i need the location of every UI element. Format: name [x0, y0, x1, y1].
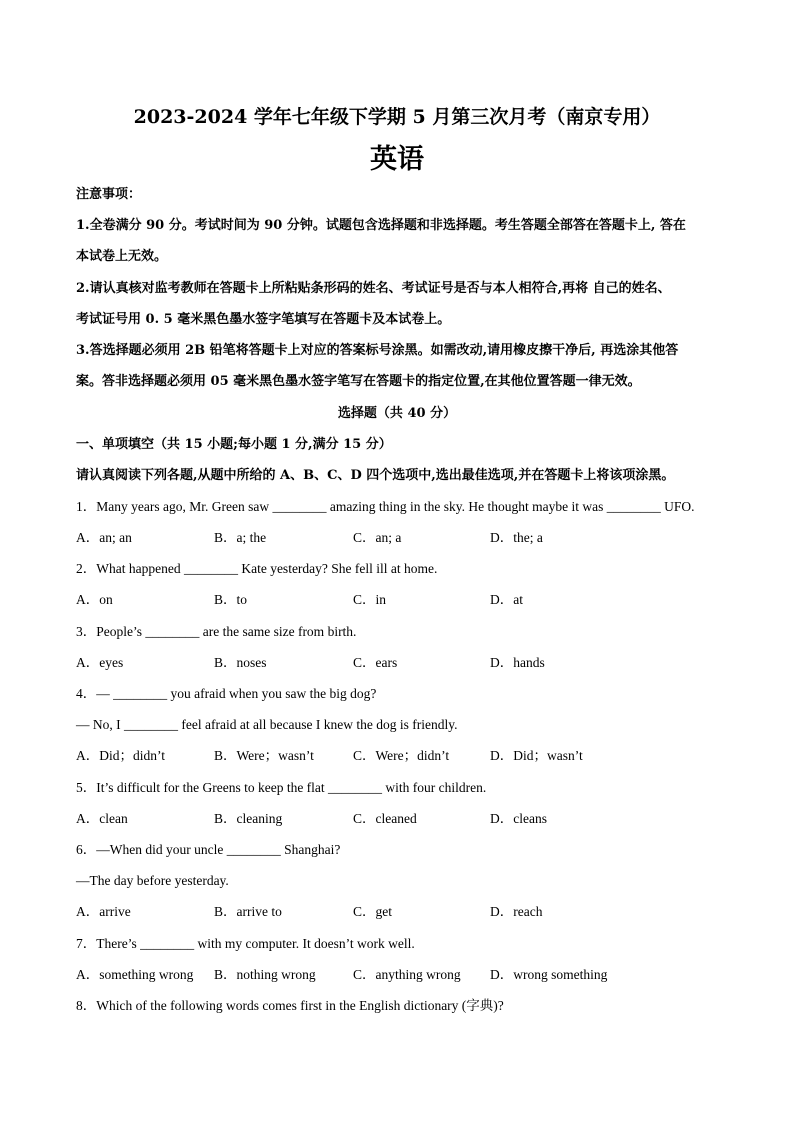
- question-options: [76, 747, 726, 765]
- option-a: A．something wrong: [76, 967, 194, 982]
- option-c: C．ears: [353, 655, 398, 670]
- option-d: D．at: [490, 592, 523, 607]
- option-c: C．an; a: [353, 530, 402, 545]
- option-b: B．noses: [214, 655, 267, 670]
- option-d: D．hands: [490, 655, 545, 670]
- section-title: 选择题（共 40 分）: [337, 406, 457, 421]
- notice-item-2-cont: 考试证号用 0. 5 毫米黑色墨水签字笔填写在答题卡及本试卷上。: [76, 312, 451, 327]
- option-c: C．get: [353, 904, 392, 919]
- question-options: [76, 810, 726, 828]
- option-c: C．Were；didn’t: [353, 748, 450, 763]
- notice-item-3: 3.答选择题必须用 2B 铅笔将答题卡上对应的答案标号涂黑。如需改动,请用橡皮擦干净后, 再选涂其他答: [76, 343, 679, 358]
- question-stem: 6．—When did your uncle ________ Shanghai?: [76, 842, 341, 857]
- option-c: C．cleaned: [353, 811, 417, 826]
- question-stem: 1．Many years ago, Mr. Green saw ________ amazing thing in the sky. He thought maybe it was ________ UFO.: [76, 499, 695, 514]
- option-b: B．cleaning: [214, 811, 283, 826]
- question-options: [76, 591, 726, 609]
- option-d: D．reach: [490, 904, 543, 919]
- question-stem-reply: —The day before yesterday.: [76, 873, 229, 888]
- part-1-instruction: 请认真阅读下列各题,从题中所给的 A、B、C、D 四个选项中,选出最佳选项,并在答题卡上将该项涂黑。: [76, 468, 675, 483]
- option-a: A．clean: [76, 811, 128, 826]
- question-stem: 8．Which of the following words comes first in the English dictionary (字典)?: [76, 998, 504, 1013]
- option-c: C．anything wrong: [353, 967, 461, 982]
- exam-title: 2023-2024 学年七年级下学期 5 月第三次月考（南京专用）: [133, 106, 661, 128]
- option-d: D．wrong something: [490, 967, 608, 982]
- question-options: [76, 966, 726, 984]
- option-a: A．eyes: [76, 655, 124, 670]
- option-b: B．to: [214, 592, 248, 607]
- option-a: A．Did；didn’t: [76, 748, 166, 763]
- question-stem-reply: — No, I ________ feel afraid at all because I knew the dog is friendly.: [76, 717, 458, 732]
- question-stem: 7．There’s ________ with my computer. It doesn’t work well.: [76, 936, 415, 951]
- question-stem: 5．It’s difficult for the Greens to keep the flat ________ with four children.: [76, 780, 487, 795]
- option-c: C．in: [353, 592, 387, 607]
- option-d: D．Did；wasn’t: [490, 748, 583, 763]
- option-a: A．on: [76, 592, 113, 607]
- question-options: [76, 903, 726, 921]
- option-a: A．an; an: [76, 530, 132, 545]
- question-options: [76, 654, 726, 672]
- notice-item-3-cont: 案。答非选择题必须用 05 毫米黑色墨水签字笔写在答题卡的指定位置,在其他位置答题一律无效。: [76, 374, 641, 389]
- option-b: B．a; the: [214, 530, 267, 545]
- option-a: A．arrive: [76, 904, 131, 919]
- part-1-heading: 一、单项填空（共 15 小题;每小题 1 分,满分 15 分）: [76, 437, 392, 452]
- notice-heading: 注意事项：: [76, 187, 142, 202]
- option-d: D．cleans: [490, 811, 547, 826]
- notice-item-1-cont: 本试卷上无效。: [76, 249, 168, 264]
- question-options: [76, 529, 726, 547]
- option-b: B．arrive to: [214, 904, 282, 919]
- notice-item-1: 1.全卷满分 90 分。考试时间为 90 分钟。试题包含选择题和非选择题。考生答题全部答在答题卡上, 答在: [76, 218, 686, 233]
- question-stem: 4．— ________ you afraid when you saw the big dog?: [76, 686, 377, 701]
- option-b: B．Were；wasn’t: [214, 748, 314, 763]
- notice-item-2: 2.请认真核对监考教师在答题卡上所粘贴条形码的姓名、考试证号是否与本人相符合,再将 自己的姓名、: [76, 281, 671, 296]
- subject-title: 英语: [370, 144, 424, 175]
- question-stem: 2．What happened ________ Kate yesterday? She fell ill at home.: [76, 561, 438, 576]
- question-stem: 3．People’s ________ are the same size from birth.: [76, 624, 357, 639]
- option-d: D．the; a: [490, 530, 543, 545]
- option-b: B．nothing wrong: [214, 967, 316, 982]
